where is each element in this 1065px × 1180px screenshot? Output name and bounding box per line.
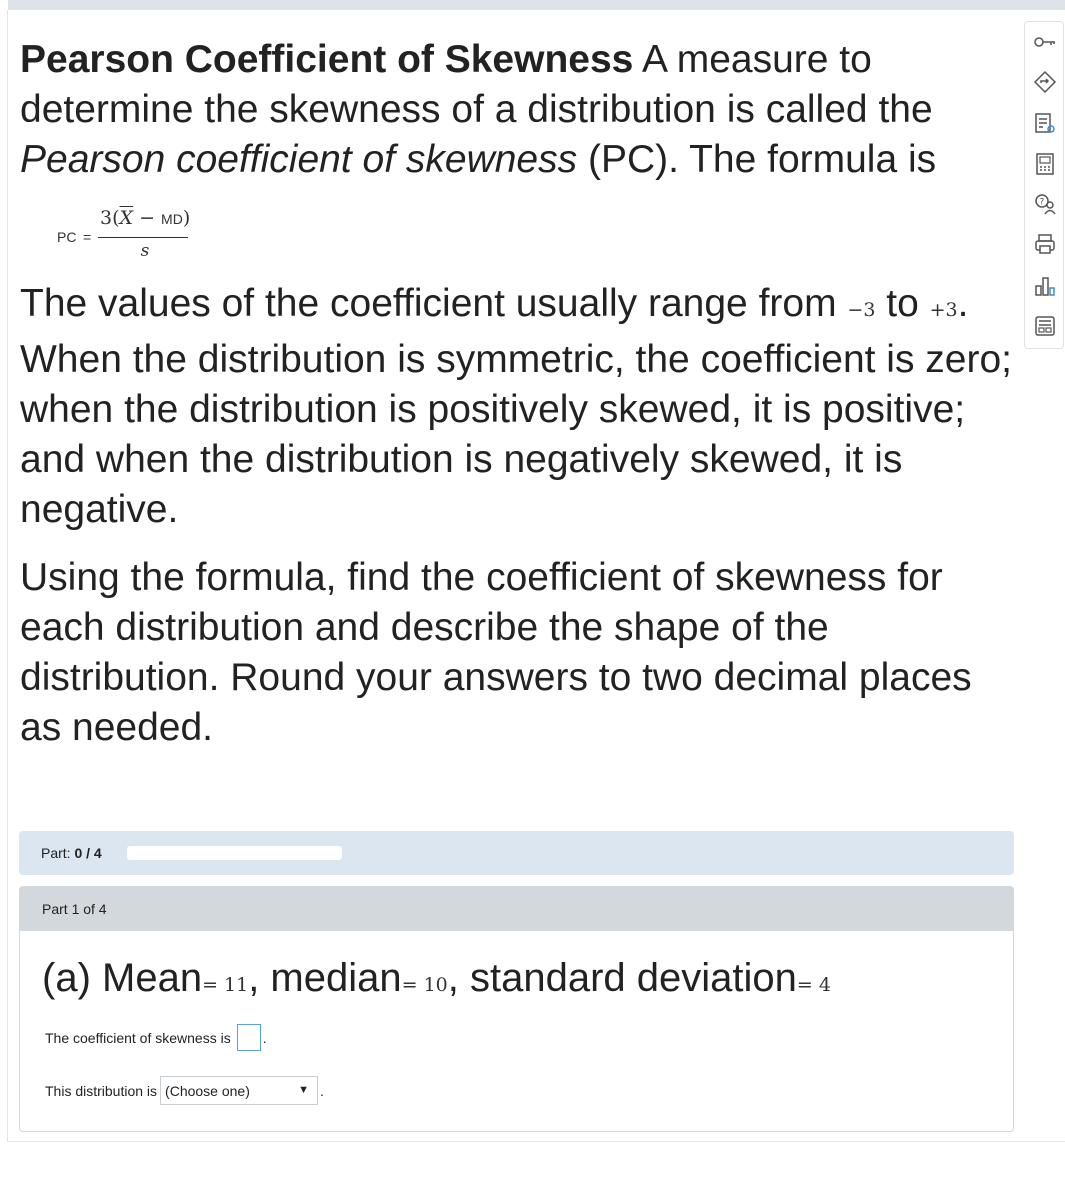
data-table-icon[interactable] — [1031, 312, 1059, 340]
num-md: MD — [161, 211, 183, 227]
part-header — [20, 887, 1013, 931]
formula-equals: = — [83, 229, 92, 245]
progress-track — [127, 846, 342, 860]
intro-text-b: (PC). The formula is — [577, 138, 937, 181]
q-median-value: = 10 — [401, 974, 448, 996]
range-paragraph — [20, 279, 1015, 535]
key-icon[interactable] — [1031, 28, 1059, 56]
problem-text — [20, 35, 1015, 753]
top-bar — [8, 0, 1065, 10]
instructions-paragraph: Using the formula, find the coefficient of skewness for each distribution and describe the shape of the distribution. Round your answers to two decimal places as needed. — [20, 556, 972, 749]
range-text-b: to — [875, 282, 930, 325]
q-sd-value: = 4 — [796, 974, 831, 996]
dist-shape-select[interactable] — [160, 1076, 318, 1105]
tools-sidebar — [1024, 21, 1064, 349]
coef-period: . — [262, 1029, 267, 1046]
progress-label-text: Part: — [41, 845, 75, 861]
range-text-c: . When the distribution is symmetric, the coefficient is zero; when the distribution is positively skewed, it is positive; and when the distribution is negatively skewed, it is negative. — [20, 282, 1013, 531]
formula-numerator: $3(\overline{X} - MD)$ — [100, 207, 191, 229]
dist-row — [45, 1076, 324, 1105]
dropdown-arrow-icon: ▼ — [298, 1084, 310, 1096]
dist-select-value: (Choose one) — [165, 1082, 250, 1099]
dist-label: This distribution is — [45, 1082, 158, 1099]
formula-lhs: PC — [57, 229, 77, 245]
bar-chart-icon[interactable] — [1031, 272, 1059, 300]
intro-paragraph — [20, 35, 1015, 185]
coef-row — [45, 1024, 267, 1051]
fraction-bar — [98, 237, 188, 238]
intro-text-a: A measure to determine the skewness of a distribution is called the — [20, 38, 933, 131]
coef-label: The coefficient of skewness is — [45, 1029, 231, 1046]
calculator-icon[interactable] — [1031, 150, 1059, 178]
progress-bar-panel — [19, 831, 1014, 875]
svg-text:?: ? — [1039, 197, 1045, 208]
pc-formula — [20, 199, 1015, 279]
q-mean-value: = 11 — [202, 974, 249, 996]
num-minus: − — [133, 207, 162, 229]
dist-period: . — [320, 1082, 324, 1099]
diamond-arrow-icon[interactable] — [1031, 68, 1059, 96]
part-header-label: Part 1 of 4 — [42, 901, 107, 917]
question-a — [42, 953, 831, 1010]
notes-icon[interactable] — [1031, 109, 1059, 137]
num-coef: 3 — [100, 207, 113, 229]
num-xbar: $\overline{X}$ — [119, 207, 134, 229]
range-text-a: The values of the coefficient usually range from — [20, 282, 848, 325]
part-card — [19, 886, 1014, 1132]
range-high: +3 — [929, 299, 958, 321]
progress-label — [41, 845, 102, 861]
intro-italic: Pearson coefficient of skewness — [20, 138, 578, 181]
coef-answer-input[interactable] — [237, 1024, 261, 1051]
q-sd-label: , standard deviation — [447, 956, 797, 1000]
q-median-label: , median — [248, 956, 402, 1000]
formula-denominator: s — [140, 241, 150, 261]
progress-value: 0 / 4 — [74, 845, 102, 861]
help-person-icon[interactable] — [1031, 190, 1059, 218]
term-title: Pearson Coefficient of Skewness — [20, 38, 634, 81]
range-low: −3 — [847, 299, 876, 321]
print-icon[interactable] — [1031, 230, 1059, 258]
q-mean-label: (a) Mean — [42, 956, 203, 1000]
